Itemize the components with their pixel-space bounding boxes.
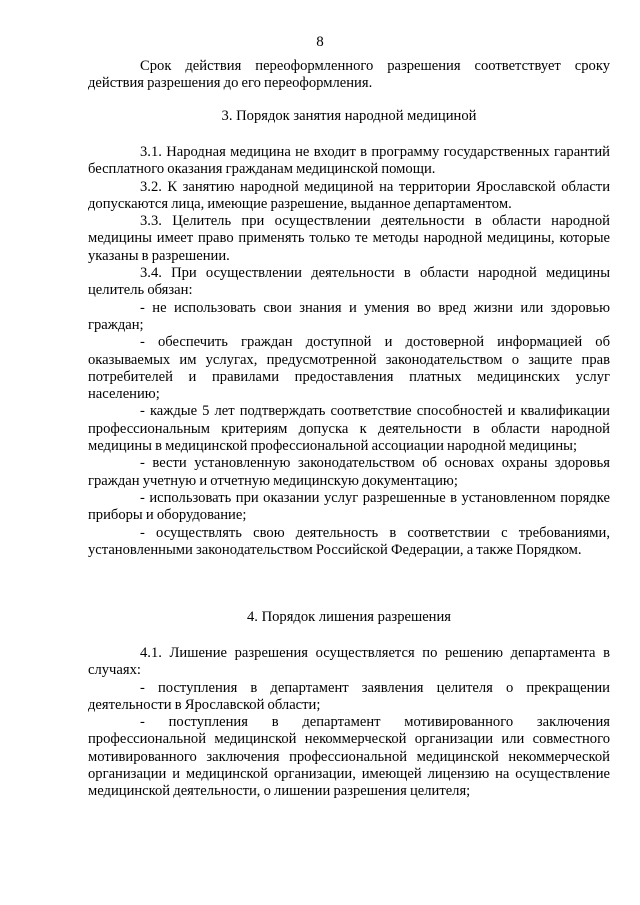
list-item: - осуществлять свою деятельность в соответствии с требованиями, установленными законодательством Российской Федерации, а также Порядком. — [88, 524, 610, 558]
intro-block — [88, 58, 610, 93]
section-4-heading: 4. Порядок лишения разрешения — [246, 609, 452, 625]
list-item: - поступления в департамент заявления целителя о прекращении деятельности в Ярославской области; — [88, 679, 610, 713]
list-item: - не использовать свои знания и умения во вред жизни или здоровью граждан; — [88, 299, 610, 333]
paragraph-3-4: 3.4. При осуществлении деятельности в области народной медицины целитель обязан: — [88, 265, 610, 299]
section-3-body — [88, 144, 610, 559]
section-3-heading: 3. Порядок занятия народной медициной — [221, 108, 477, 124]
list-item: - использовать при оказании услуг разрешенные в установленном порядке приборы и оборудование; — [88, 489, 610, 524]
paragraph-3-3: 3.3. Целитель при осуществлении деятельности в области народной медицины имеет право применять только те методы народной медицины, которые указаны в разрешении. — [88, 213, 610, 264]
paragraph-3-2: 3.2. К занятию народной медициной на территории Ярославской области допускаются лица, имеющие разрешение, выданное департаментом. — [88, 178, 610, 212]
list-item: - вести установленную законодательством об основах охраны здоровья граждан учетную и отчетную медицинскую документацию; — [88, 455, 610, 489]
list-item: - обеспечить граждан доступной и достоверной информацией об оказываемых им услугах, предусмотренной законодательством о защите прав потребителей и правилами предоставления платных медицинских услуг населению; — [88, 334, 610, 403]
paragraph-3-1: 3.1. Народная медицина не входит в программу государственных гарантий бесплатного оказания гражданам медицинской помощи. — [88, 144, 610, 178]
paragraph: Срок действия переоформленного разрешения соответствует сроку действия разрешения до его переоформления. — [88, 58, 610, 92]
page-number: 8 — [316, 34, 324, 50]
list-item: - поступления в департамент мотивированного заключения профессиональной медицинской некоммерческой организации или совместного мотивированного заключения профессиональной медицинской некоммерческой организации и медицинской организации, имеющей лицензию на осуществление медицинской деятельности, о лишении разрешения целителя; — [88, 714, 610, 800]
list-item: - каждые 5 лет подтверждать соответствие способностей и квалификации профессиональным критериям допуска к деятельности в области народной медицины в медицинской профессиональной ассоциации народной медицины; — [88, 403, 610, 455]
paragraph-4-1: 4.1. Лишение разрешения осуществляется по решению департамента в случаях: — [88, 645, 610, 679]
section-4-body — [88, 645, 610, 801]
